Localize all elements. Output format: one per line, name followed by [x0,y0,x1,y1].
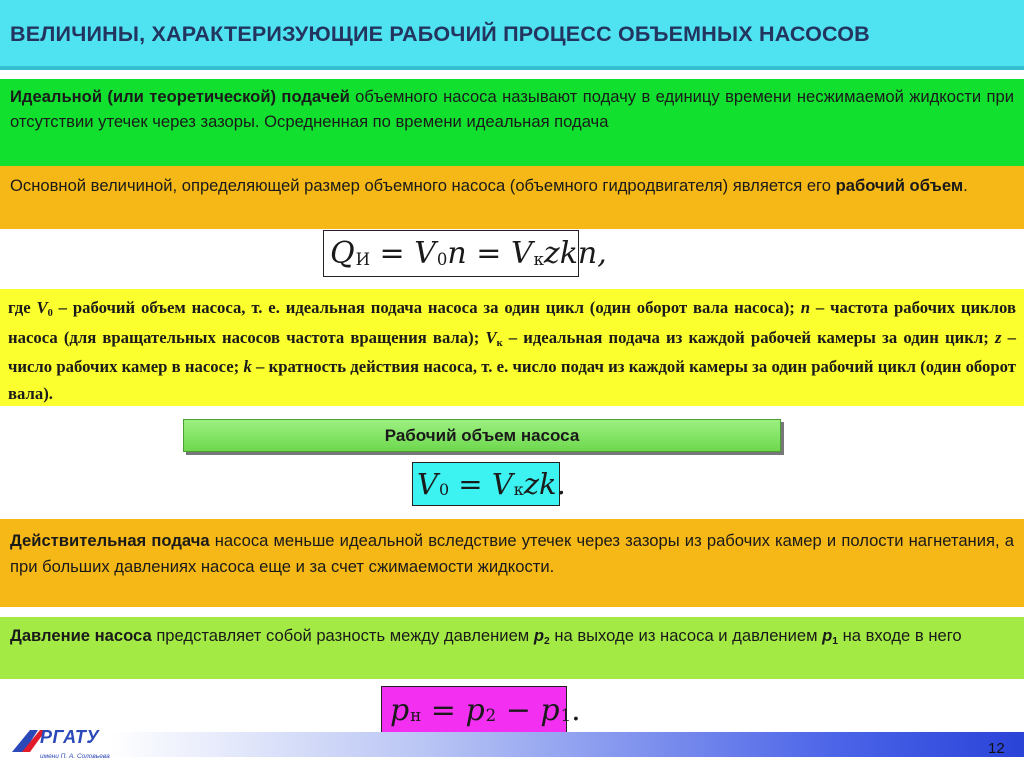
working-volume-definition [0,166,1024,229]
actual-flow-text: насоса меньше идеальной вследствие утечек через зазоры из рабочих камер и полости нагнетания, а при больших давлениях насоса еще и за счет сжимаемости жидкости. [10,531,1014,576]
ideal-flow-paragraph [10,84,1014,134]
where-text-5: – число рабочих камер в насосе; [8,327,1017,376]
formula3-p2-sub: 2 [485,706,497,726]
pressure-p2-sub: 2 [543,636,550,648]
ideal-flow-text: объемного насоса называют подачу в единицу времени несжимаемой жидкости при отсутствии утечек через зазоры. Осредненная по времени идеальная подача [10,87,1014,131]
formula3-p2: p [465,692,485,728]
pump-pressure-paragraph [10,623,1014,652]
formula3-p-sub: н [410,706,422,726]
pressure-text-1: представляет собой разность между давлением [151,626,534,645]
where-text-6: – кратность действия насоса, т. е. число подач из каждой камеры за один рабочий цикл (один оборот вала). [8,357,1016,403]
formula3-minus: − [496,692,541,728]
where-vk-sub: к [496,337,503,349]
formula2-vk: V [491,467,513,501]
working-volume-text: Основной величиной, определяющей размер объемного насоса (объемного гидродвигателя) является его [10,176,836,195]
formula2-v0: V [417,467,438,501]
pressure-p2: p [533,626,544,645]
formula-v0: V [414,236,436,271]
logo-text: РГАТУ [40,727,100,747]
symbols-paragraph [8,295,1016,407]
formula-v0-sub: 0 [436,249,448,269]
title-bar [0,0,1024,70]
ideal-flow-formula [323,230,607,277]
pump-pressure-section [0,617,1024,679]
where-vk: V [485,327,497,347]
working-volume-paragraph [10,174,1014,198]
formula-vk-sub: к [533,249,544,269]
formula-n: n [447,236,467,271]
where-text-3: – частота рабочих циклов насоса (для вращательных насосов частота вращения вала); [8,298,1016,347]
formula2-rest: zk. [523,467,566,501]
ideal-flow-term: Идеальной (или теоретической) подачей [10,87,350,106]
formula3-eq: = [421,692,466,728]
formula-vk: V [510,236,533,271]
pressure-p1-sub: 1 [832,636,838,648]
pressure-text-2: на выходе из насоса и давлением [549,626,823,645]
pump-pressure-formula [381,686,581,734]
formula2-vk-sub: к [513,480,524,500]
formula-rest: zkn, [543,236,607,271]
formula3-end: . [571,692,581,728]
where-v0-sub: 0 [47,308,53,320]
working-volume-term: рабочий объем [835,176,964,195]
formula3-p1-sub: 1 [560,706,572,726]
pressure-text-3: на входе в него [837,626,962,645]
formula2-v0-sub: 0 [438,480,450,500]
actual-flow-section [0,519,1024,607]
page-number: 12 [988,740,1005,757]
working-volume-formula [412,462,566,506]
where-z: z [995,327,1002,347]
symbols-explanation [0,289,1024,406]
formula2-eq: = [449,467,492,501]
where-v0: V [36,298,48,317]
formula-eq-1: = [370,236,415,271]
working-volume-heading: Рабочий объем насоса [183,419,781,452]
logo-subtitle: имени П. А. Соловьева [40,753,110,760]
formula-eq-2: = [466,236,511,271]
formula-q-sub: И [355,249,370,269]
formula3-p: p [390,692,410,728]
pressure-p1: p [822,626,833,645]
ideal-flow-section [0,79,1024,166]
working-volume-end: . [963,176,968,195]
actual-flow-term: Действительная подача [10,531,210,550]
where-k: k [243,357,252,376]
pump-pressure-term: Давление насоса [10,626,152,645]
where-text-1: где [8,298,37,317]
actual-flow-paragraph [10,528,1014,580]
where-text-4: – идеальная подача из каждой рабочей камеры за один цикл; [502,327,995,347]
page-title: ВЕЛИЧИНЫ, ХАРАКТЕРИЗУЮЩИЕ РАБОЧИЙ ПРОЦЕСС ОБЪЕМНЫХ НАСОСОВ [10,22,870,46]
formula3-p1: p [540,692,560,728]
formula-q: Q [330,236,355,271]
where-n: n [800,298,811,317]
footer-stripe [110,732,1024,757]
where-text-2: – рабочий объем насоса, т. е. идеальная подача насоса за один цикл (один оборот вала насоса); [52,298,801,317]
